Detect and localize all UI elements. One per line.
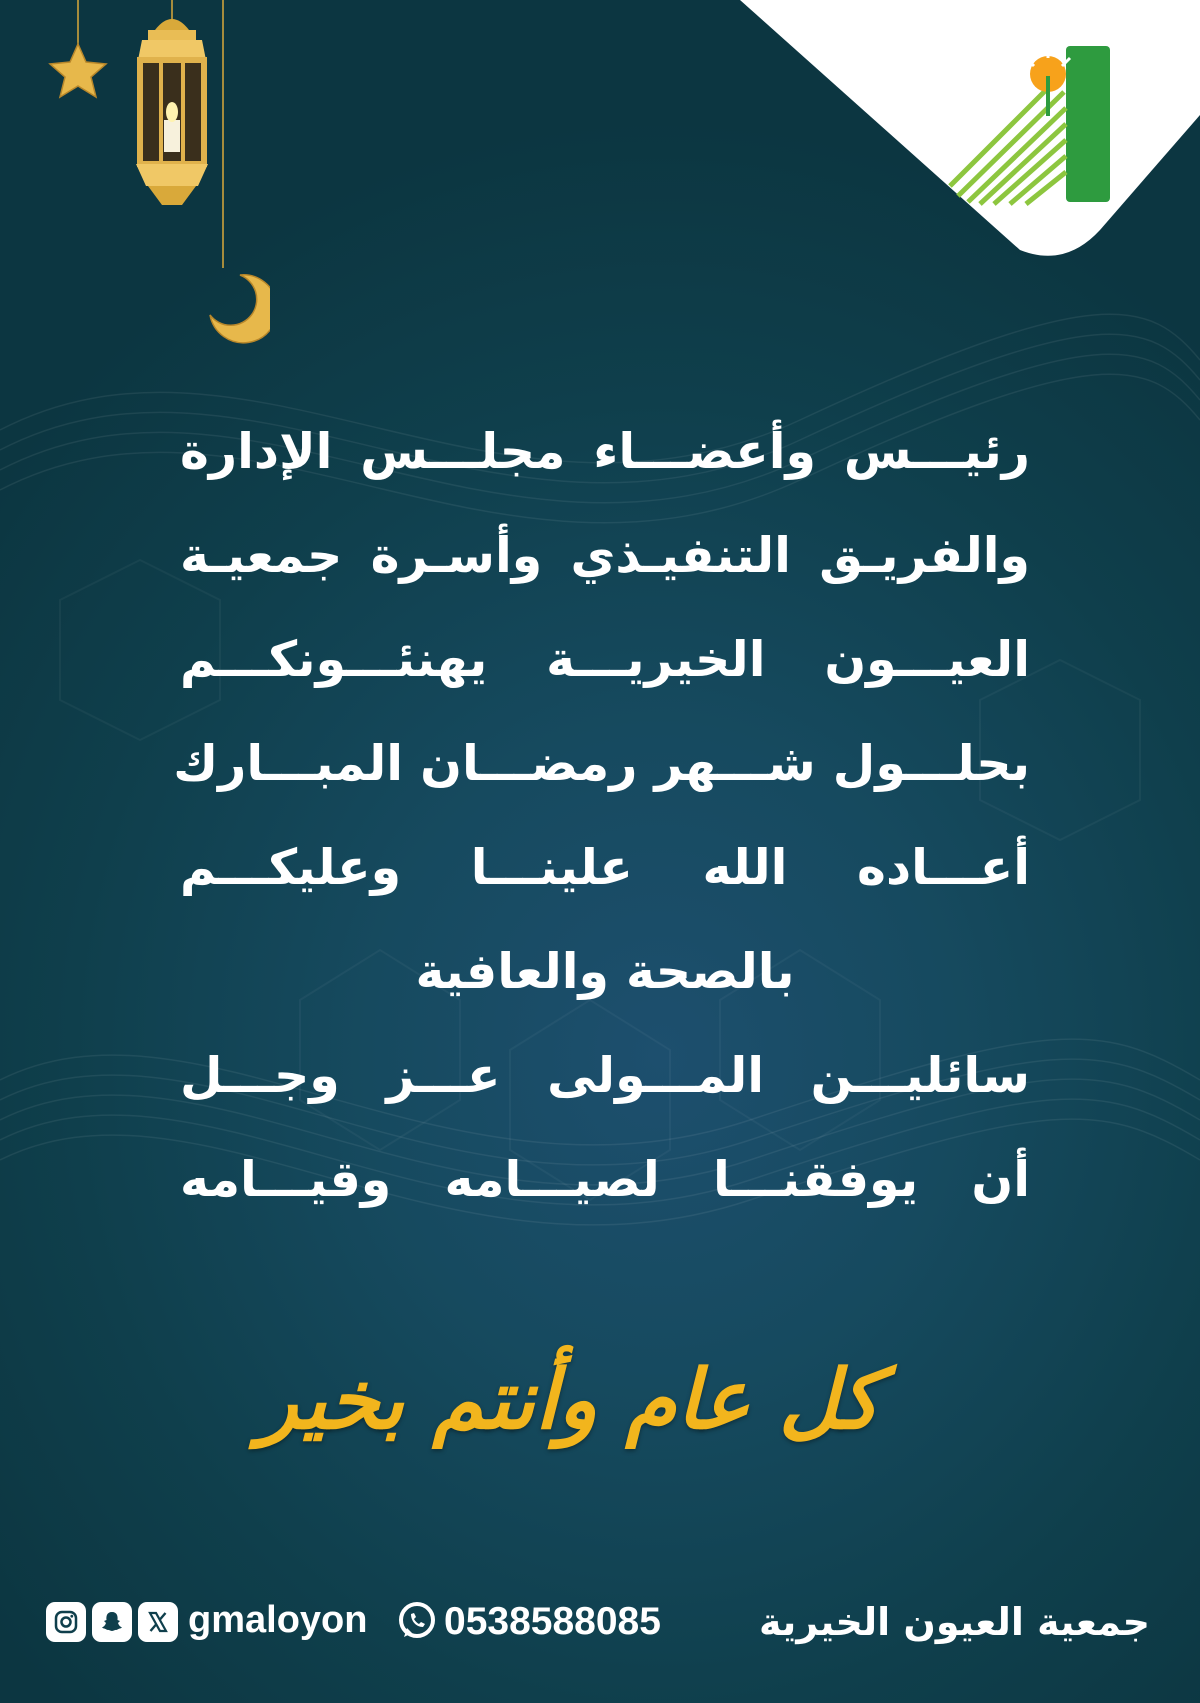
social-handle[interactable]: gmaloyon [188,1599,368,1641]
calligraphy-greeting: كل عام وأنتم بخير [258,1352,880,1448]
social-links [46,1602,178,1648]
whatsapp-icon[interactable] [396,1600,438,1642]
x-icon[interactable] [138,1602,178,1642]
message-line-3: العيـــون الخيريـــة يهنئـــونكـــم [180,631,1030,688]
footer-contact [0,1590,1200,1660]
message-line-1: رئيـــس وأعضـــاء مجلـــس الإدارة [180,423,1030,480]
organization-name: جمعية العيون الخيرية [759,1600,1150,1644]
greeting-message [173,400,1030,1232]
snapchat-icon[interactable] [92,1602,132,1642]
lantern-decoration [30,0,270,350]
message-line-8: أن يوفقنـــا لصيـــامه وقيـــامه [180,1151,1030,1208]
message-line-6: بالصحة والعافية [415,943,795,1000]
message-line-2: والفريـق التنفيـذي وأسـرة جمعيـة [180,527,1030,584]
charity-logo [930,36,1120,216]
message-line-5: أعـــاده الله علينـــا وعليكـــم [180,839,1030,896]
instagram-icon[interactable] [46,1602,86,1642]
message-line-4: بحلـــول شـــهر رمضـــان المبـــارك [173,735,1030,792]
message-line-7: سائليـــن المـــولى عـــز وجـــل [180,1047,1030,1104]
phone-number[interactable]: 0538588085 [444,1600,661,1643]
